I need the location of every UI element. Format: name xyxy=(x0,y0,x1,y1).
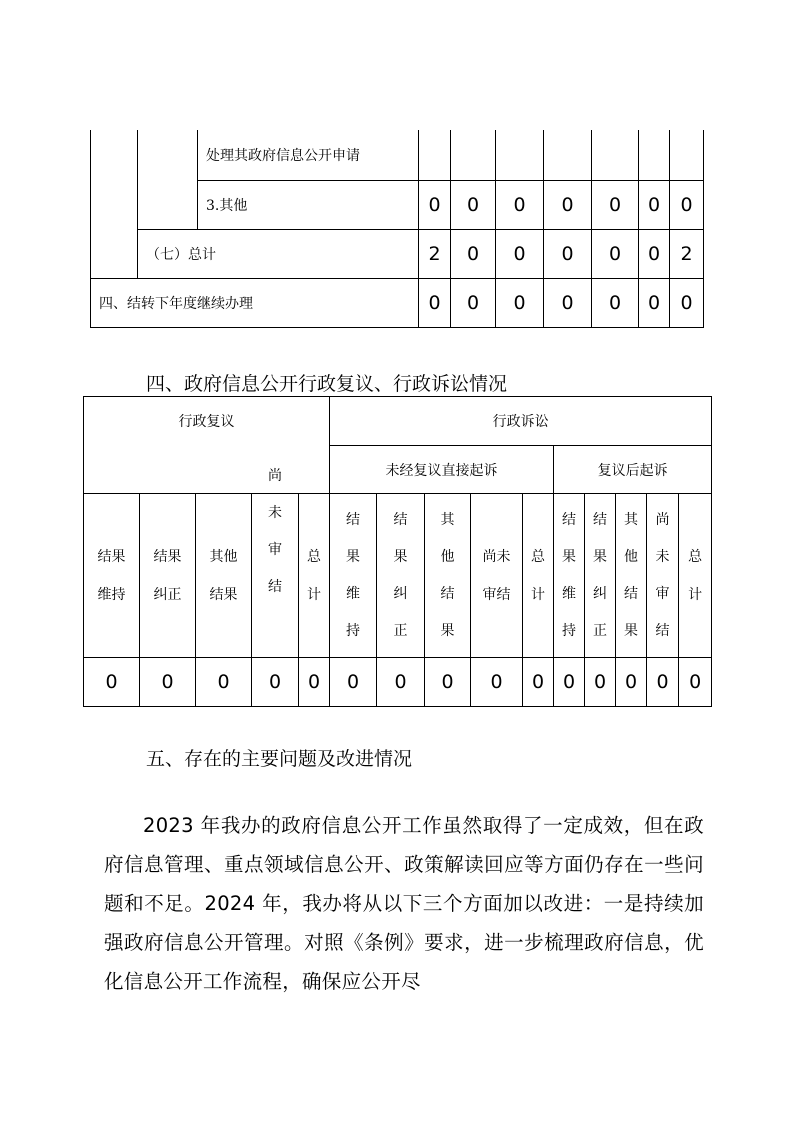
review-col-upheld: 结果维持 xyxy=(84,494,140,658)
value-cell: 0 xyxy=(592,279,639,328)
value-cell: 0 xyxy=(451,230,496,279)
value-cell: 0 xyxy=(544,181,592,230)
review-col-corrected: 结果纠正 xyxy=(140,494,196,658)
row-label-total: （七）总计 xyxy=(138,230,419,279)
after-col-corrected: 结果纠正 xyxy=(585,494,616,658)
value-cell: 0 xyxy=(299,658,330,707)
value-cell: 2 xyxy=(670,230,704,279)
review-header: 行政复议 xyxy=(84,397,330,494)
value-cell: 0 xyxy=(419,279,451,328)
review-col-total: 总计 xyxy=(299,494,330,658)
value-cell: 0 xyxy=(592,230,639,279)
section-4-heading: 四、政府信息公开行政复议、行政诉讼情况 xyxy=(146,373,508,395)
value-cell: 0 xyxy=(140,658,196,707)
value-cell xyxy=(496,130,544,181)
value-cell xyxy=(639,130,670,181)
review-col-pending-text: 尚未审结 xyxy=(268,468,282,595)
after-col-pending: 尚未审结 xyxy=(647,494,679,658)
after-col-other: 其他结果 xyxy=(616,494,647,658)
value-cell: 0 xyxy=(639,181,670,230)
value-cell: 0 xyxy=(252,658,299,707)
value-cell: 0 xyxy=(425,658,471,707)
value-cell: 0 xyxy=(679,658,712,707)
value-cell: 0 xyxy=(544,279,592,328)
direct-col-upheld: 结果维持 xyxy=(330,494,377,658)
subcategory-cell xyxy=(138,130,198,230)
value-cell: 0 xyxy=(523,658,554,707)
value-cell xyxy=(592,130,639,181)
direct-col-other: 其他结果 xyxy=(425,494,471,658)
value-cell: 0 xyxy=(616,658,647,707)
value-cell xyxy=(670,130,704,181)
row-label-handle-request: 处理其政府信息公开申请 xyxy=(198,130,419,181)
value-cell: 0 xyxy=(647,658,679,707)
value-cell xyxy=(451,130,496,181)
after-col-total: 总计 xyxy=(679,494,712,658)
value-cell: 0 xyxy=(377,658,425,707)
value-cell xyxy=(419,130,451,181)
value-cell: 0 xyxy=(496,279,544,328)
after-review-litigation-header: 复议后起诉 xyxy=(554,446,712,494)
value-cell: 2 xyxy=(419,230,451,279)
section-5-paragraph: 2023 年我办的政府信息公开工作虽然取得了一定成效，但在政府信息管理、重点领域信息公开、政策解读回应等方面仍存在一些问题和不足。2024 年，我办将从以下三个方面加以改进：一是持续加强政府信息公开管理。对照《条例》要求，进一步梳理政府信息，优化信息公开工作流程，确保应公开尽 xyxy=(104,814,704,993)
value-cell: 0 xyxy=(670,181,704,230)
row-label-other: 3.其他 xyxy=(198,181,419,230)
value-cell: 0 xyxy=(84,658,140,707)
review-col-other: 其他结果 xyxy=(196,494,252,658)
value-cell: 0 xyxy=(639,279,670,328)
value-cell: 0 xyxy=(451,181,496,230)
section-5-heading: 五、存在的主要问题及改进情况 xyxy=(146,748,413,770)
value-cell: 0 xyxy=(585,658,616,707)
after-col-upheld: 结果维持 xyxy=(554,494,585,658)
value-cell: 0 xyxy=(419,181,451,230)
value-cell: 0 xyxy=(639,230,670,279)
direct-col-corrected: 结果纠正 xyxy=(377,494,425,658)
direct-col-pending: 尚未审结 xyxy=(471,494,523,658)
value-cell xyxy=(544,130,592,181)
category-cell xyxy=(91,130,138,279)
value-cell: 0 xyxy=(451,279,496,328)
value-cell: 0 xyxy=(544,230,592,279)
value-cell: 0 xyxy=(330,658,377,707)
direct-col-total: 总计 xyxy=(523,494,554,658)
value-cell: 0 xyxy=(496,181,544,230)
review-col-pending xyxy=(252,468,299,658)
litigation-header: 行政诉讼 xyxy=(330,397,712,446)
value-cell: 0 xyxy=(471,658,523,707)
application-stats-table-continued xyxy=(90,130,704,328)
value-cell: 0 xyxy=(592,181,639,230)
value-cell: 0 xyxy=(196,658,252,707)
value-cell: 0 xyxy=(496,230,544,279)
review-litigation-table xyxy=(83,396,712,707)
direct-litigation-header: 未经复议直接起诉 xyxy=(330,446,554,494)
row-label-carry-over: 四、结转下年度继续办理 xyxy=(91,279,419,328)
value-cell: 0 xyxy=(670,279,704,328)
value-cell: 0 xyxy=(554,658,585,707)
